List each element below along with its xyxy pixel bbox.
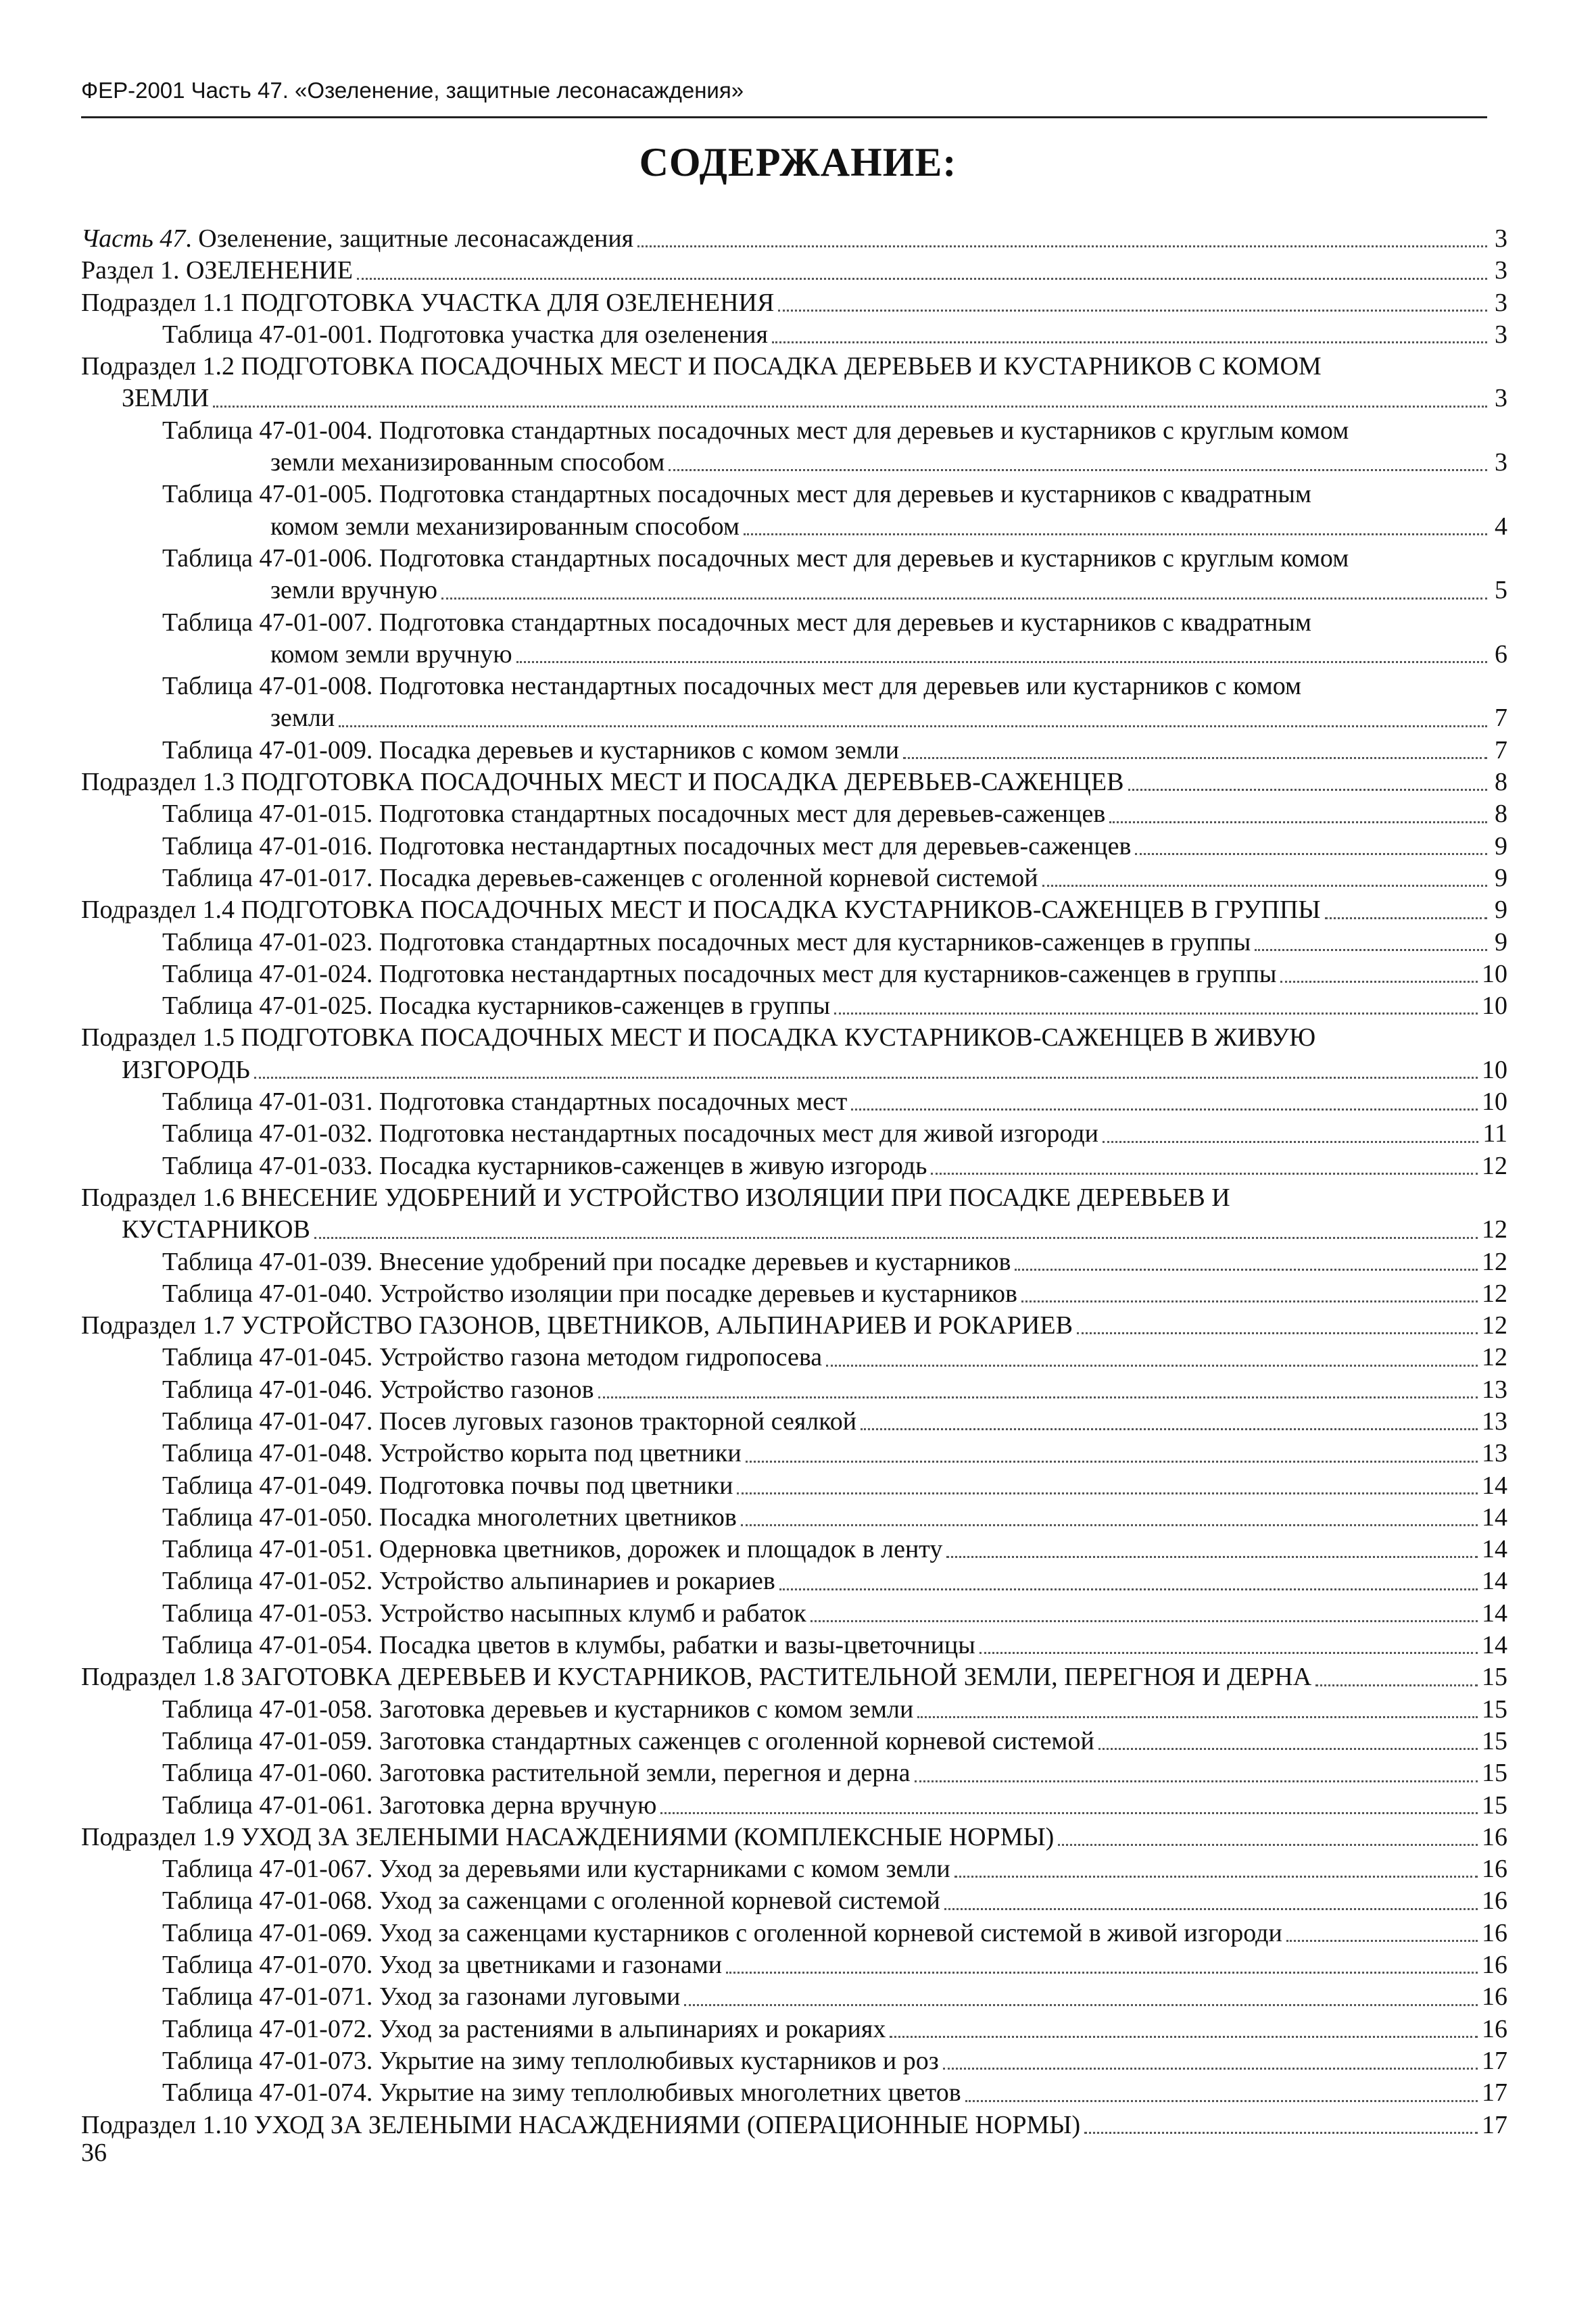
dot-leader — [779, 1588, 1478, 1590]
toc-entry-text: земли механизированным способом — [270, 448, 665, 477]
toc-page-number: 17 — [1482, 2078, 1507, 2107]
dot-leader — [660, 1812, 1478, 1814]
toc-page-number: 3 — [1495, 256, 1507, 285]
dot-leader — [861, 1428, 1478, 1430]
toc-entry[interactable] — [81, 1790, 1507, 1822]
toc-entry[interactable] — [81, 1661, 1507, 1693]
toc-page-number: 8 — [1495, 800, 1507, 829]
toc-entry[interactable] — [81, 1822, 1507, 1853]
toc-entry[interactable] — [81, 1374, 1507, 1406]
toc-page-number: 15 — [1482, 1790, 1507, 1820]
dot-leader — [834, 1013, 1478, 1015]
toc-entry-text: Таблица 47-01-009. Посадка деревьев и кустарников с комом земли — [162, 735, 900, 764]
toc-entry-text: Таблица 47-01-073. Укрытие на зиму теплолюбивых кустарников и роз — [162, 2046, 939, 2075]
dot-leader — [1103, 1141, 1478, 1143]
toc-entry[interactable] — [81, 1694, 1507, 1726]
toc-entry-line1[interactable]: Таблица 47-01-005. Подготовка стандартных посадочных мест для деревьев и кустарников с квадратным — [162, 480, 1311, 509]
toc-page-number: 7 — [1495, 735, 1507, 764]
toc-entry-text: земли — [270, 704, 335, 733]
toc-entry[interactable] — [81, 1918, 1507, 1949]
toc-entry-line1[interactable]: Подраздел 1.6 ВНЕСЕНИЕ УДОБРЕНИЙ И УСТРОЙСТВО ИЗОЛЯЦИИ ПРИ ПОСАДКЕ ДЕРЕВЬЕВ И — [81, 1183, 1230, 1212]
toc-entry[interactable] — [81, 1630, 1507, 1661]
dot-leader — [890, 2036, 1478, 2038]
toc-entry-text: комом земли механизированным способом — [270, 512, 740, 541]
dot-leader — [954, 1876, 1478, 1878]
page-number: 36 — [81, 2139, 107, 2167]
toc-entry-text: ИЗГОРОДЬ — [122, 1055, 250, 1084]
toc-page-number: 16 — [1482, 1951, 1507, 1980]
dot-leader — [1255, 949, 1487, 951]
dot-leader — [213, 406, 1487, 408]
toc-entry[interactable] — [81, 1853, 1507, 1885]
toc-page-number: 14 — [1482, 1535, 1507, 1564]
dot-leader — [441, 598, 1487, 600]
toc-entry-text: Таблица 47-01-031. Подготовка стандартных посадочных мест — [162, 1088, 848, 1117]
toc-entry-line1[interactable]: Таблица 47-01-006. Подготовка стандартных посадочных мест для деревьев и кустарников с круглым комом — [162, 543, 1349, 572]
toc-entry-text: земли вручную — [270, 576, 437, 605]
dot-leader — [1325, 917, 1487, 919]
dot-leader — [903, 757, 1487, 759]
toc-page-number: 10 — [1482, 959, 1507, 988]
toc-entry[interactable] — [81, 735, 1507, 766]
toc-page-number: 6 — [1495, 639, 1507, 668]
toc-page-number: 14 — [1482, 1503, 1507, 1532]
dot-leader — [851, 1108, 1478, 1111]
toc-entry-text: Таблица 47-01-024. Подготовка нестандартных посадочных мест для кустарников-саженцев в группы — [162, 959, 1277, 988]
toc-entry[interactable] — [81, 319, 1507, 351]
toc-page-number: 15 — [1482, 1663, 1507, 1692]
toc-entry-text: Таблица 47-01-070. Уход за цветниками и газонами — [162, 1951, 723, 1980]
toc-entry[interactable] — [81, 1949, 1507, 1981]
toc-page-number: 12 — [1482, 1247, 1507, 1276]
dot-leader — [741, 1524, 1478, 1526]
dot-leader — [314, 1237, 1478, 1239]
dot-leader — [637, 245, 1487, 247]
toc-entry-text: КУСТАРНИКОВ — [122, 1215, 310, 1244]
toc-page-number: 10 — [1482, 1088, 1507, 1117]
dot-leader — [598, 1396, 1478, 1398]
toc-entry[interactable] — [81, 1885, 1507, 1917]
toc-entry[interactable] — [81, 1214, 1507, 1246]
dot-leader — [1042, 885, 1487, 887]
toc-entry[interactable] — [81, 1534, 1507, 1565]
toc-entry-text: Подраздел 1.8 ЗАГОТОВКА ДЕРЕВЬЕВ И КУСТАРНИКОВ, РАСТИТЕЛЬНОЙ ЗЕМЛИ, ПЕРЕГНОЯ И ДЕРНА — [81, 1663, 1312, 1692]
toc-entry-text: Таблица 47-01-039. Внесение удобрений при посадке деревьев и кустарников — [162, 1247, 1011, 1276]
toc-page-number: 9 — [1495, 896, 1507, 925]
toc-page-number: 15 — [1482, 1695, 1507, 1724]
toc-entry[interactable] — [81, 990, 1507, 1022]
toc-page-number: 9 — [1495, 831, 1507, 860]
toc-page-number: 12 — [1482, 1151, 1507, 1180]
toc-entry-text: Таблица 47-01-023. Подготовка стандартных посадочных мест для кустарников-саженцев в группы — [162, 927, 1251, 956]
toc-entry[interactable] — [81, 1086, 1507, 1118]
toc-page-number: 3 — [1495, 320, 1507, 349]
dot-leader — [1286, 1940, 1478, 1942]
dot-leader — [516, 661, 1487, 663]
dot-leader — [826, 1365, 1478, 1367]
dot-leader — [778, 310, 1487, 312]
toc-entry[interactable] — [81, 223, 1507, 255]
toc-page-number: 16 — [1482, 2014, 1507, 2043]
toc-page-number: 14 — [1482, 1599, 1507, 1628]
toc-entry-text: Таблица 47-01-060. Заготовка растительной земли, перегноя и дерна — [162, 1759, 911, 1788]
toc-entry-text: Таблица 47-01-059. Заготовка стандартных саженцев с оголенной корневой системой — [162, 1726, 1094, 1755]
toc-entry-text: Таблица 47-01-001. Подготовка участка для озеленения — [162, 320, 768, 349]
toc-entry[interactable] — [81, 383, 1507, 414]
toc-entry-text: Подраздел 1.1 ПОДГОТОВКА УЧАСТКА ДЛЯ ОЗЕЛЕНЕНИЯ — [81, 288, 775, 317]
toc-entry-text: Таблица 47-01-052. Устройство альпинариев и рокариев — [162, 1567, 775, 1596]
toc-entry[interactable] — [81, 2045, 1507, 2077]
dot-leader — [1109, 821, 1487, 823]
running-header: ФЕР-2001 Часть 47. «Озеленение, защитные лесонасаждения» — [81, 78, 744, 103]
toc-entry-text: Таблица 47-01-032. Подготовка нестандартных посадочных мест для живой изгороди — [162, 1119, 1098, 1148]
toc-entry-text: комом земли вручную — [270, 639, 512, 668]
toc-entry-line1[interactable]: Таблица 47-01-004. Подготовка стандартных посадочных мест для деревьев и кустарников с круглым комом — [162, 416, 1349, 445]
toc-entry-text: Таблица 47-01-069. Уход за саженцами кустарников с оголенной корневой системой в живой изгороди — [162, 1918, 1282, 1947]
dot-leader — [357, 278, 1487, 280]
toc-page-number: 12 — [1482, 1279, 1507, 1308]
toc-page-number: 12 — [1482, 1311, 1507, 1340]
toc-page-number: 9 — [1495, 927, 1507, 956]
dot-leader — [917, 1716, 1478, 1718]
toc-entry-text: Таблица 47-01-068. Уход за саженцами с оголенной корневой системой — [162, 1886, 940, 1916]
toc-entry[interactable] — [81, 831, 1507, 862]
dot-leader — [339, 725, 1487, 727]
toc-entry-text: Подраздел 1.7 УСТРОЙСТВО ГАЗОНОВ, ЦВЕТНИКОВ, АЛЬПИНАРИЕВ И РОКАРИЕВ — [81, 1311, 1073, 1340]
toc-entry[interactable] — [81, 1981, 1507, 2013]
toc-page-number: 10 — [1482, 1055, 1507, 1084]
toc-entry-text: Таблица 47-01-047. Посев луговых газонов тракторной сеялкой — [162, 1407, 857, 1436]
toc-entry[interactable] — [81, 1726, 1507, 1757]
toc-part-label: Часть 47 — [81, 224, 186, 253]
dot-leader — [737, 1492, 1478, 1494]
toc-entry-text: Таблица 47-01-061. Заготовка дерна вручную — [162, 1790, 657, 1820]
toc-entry-text: Таблица 47-01-048. Устройство корыта под цветники — [162, 1439, 742, 1468]
toc-entry[interactable] — [81, 2014, 1507, 2045]
toc-entry[interactable] — [81, 1342, 1507, 1373]
toc-entry-text: Подраздел 1.9 УХОД ЗА ЗЕЛЕНЫМИ НАСАЖДЕНИЯМИ (КОМПЛЕКСНЫЕ НОРМЫ) — [81, 1822, 1055, 1851]
dot-leader — [1058, 1844, 1478, 1846]
toc-page-number: 3 — [1495, 224, 1507, 253]
toc-entry-line1[interactable]: Таблица 47-01-007. Подготовка стандартных посадочных мест для деревьев и кустарников с квадратным — [162, 608, 1311, 637]
toc-entry-text: Таблица 47-01-053. Устройство насыпных клумб и рабаток — [162, 1599, 806, 1628]
toc-entry[interactable] — [81, 575, 1507, 606]
toc-entry[interactable] — [81, 1470, 1507, 1502]
dot-leader — [1280, 981, 1478, 983]
toc-page-number: 3 — [1495, 384, 1507, 413]
dot-leader — [1084, 2132, 1478, 2134]
toc-entry[interactable] — [81, 1502, 1507, 1534]
toc-entry[interactable] — [81, 2077, 1507, 2109]
toc-page-number: 10 — [1482, 992, 1507, 1021]
page-title: СОДЕРЖАНИЕ: — [639, 140, 957, 185]
toc-page-number: 17 — [1482, 2110, 1507, 2139]
toc-entry-text: Таблица 47-01-074. Укрытие на зиму теплолюбивых многолетних цветов — [162, 2078, 961, 2107]
toc-page-number: 5 — [1495, 576, 1507, 605]
toc-entry-text: Подраздел 1.4 ПОДГОТОВКА ПОСАДОЧНЫХ МЕСТ И ПОСАДКА КУСТАРНИКОВ-САЖЕНЦЕВ В ГРУППЫ — [81, 896, 1321, 925]
toc-entry[interactable] — [81, 1565, 1507, 1597]
toc-page-number: 16 — [1482, 1855, 1507, 1884]
dot-leader — [943, 2068, 1478, 2070]
dot-leader — [669, 469, 1487, 471]
toc-page-number: 13 — [1482, 1375, 1507, 1404]
toc-entry[interactable] — [81, 1598, 1507, 1630]
dot-leader — [811, 1620, 1478, 1622]
toc-entry-text: Подраздел 1.3 ПОДГОТОВКА ПОСАДОЧНЫХ МЕСТ И ПОСАДКА ДЕРЕВЬЕВ-САЖЕНЦЕВ — [81, 768, 1124, 797]
toc-entry-text: Таблица 47-01-025. Посадка кустарников-саженцев в группы — [162, 992, 831, 1021]
toc-entry[interactable] — [81, 639, 1507, 671]
dot-leader — [726, 1972, 1478, 1974]
dot-leader — [684, 2004, 1478, 2006]
toc-entry-line1[interactable]: Подраздел 1.2 ПОДГОТОВКА ПОСАДОЧНЫХ МЕСТ И ПОСАДКА ДЕРЕВЬЕВ И КУСТАРНИКОВ С КОМОМ — [81, 352, 1322, 381]
toc-entry-text: Таблица 47-01-050. Посадка многолетних цветников — [162, 1503, 737, 1532]
dot-leader — [946, 1556, 1478, 1558]
dot-leader — [1021, 1300, 1478, 1302]
toc-entry[interactable] — [81, 1118, 1507, 1150]
toc-page-number: 8 — [1495, 768, 1507, 797]
dot-leader — [965, 2100, 1478, 2102]
toc-entry-text: Подраздел 1.10 УХОД ЗА ЗЕЛЕНЫМИ НАСАЖДЕНИЯМИ (ОПЕРАЦИОННЫЕ НОРМЫ) — [81, 2110, 1081, 2139]
toc-page-number: 9 — [1495, 863, 1507, 892]
toc-entry-line1[interactable]: Таблица 47-01-008. Подготовка нестандартных посадочных мест для деревьев или кустарников с комом — [162, 672, 1302, 701]
dot-leader — [772, 341, 1487, 343]
toc-page-number: 12 — [1482, 1215, 1507, 1244]
toc-entry[interactable] — [81, 447, 1507, 479]
toc-entry-text: Таблица 47-01-051. Одерновка цветников, дорожек и площадок в ленту — [162, 1535, 943, 1564]
dot-leader — [1315, 1684, 1478, 1686]
table-of-contents — [81, 223, 1507, 2141]
toc-page-number: 16 — [1482, 1918, 1507, 1947]
toc-entry[interactable] — [81, 255, 1507, 287]
toc-entry[interactable] — [81, 1757, 1507, 1789]
toc-entry[interactable] — [81, 894, 1507, 926]
toc-page-number: 12 — [1482, 1343, 1507, 1372]
toc-entry-text: Таблица 47-01-016. Подготовка нестандартных посадочных мест для деревьев-саженцев — [162, 831, 1132, 860]
toc-page-number: 13 — [1482, 1407, 1507, 1436]
toc-entry[interactable] — [81, 958, 1507, 990]
toc-entry-text: . Озеленение, защитные лесонасаждения — [185, 224, 634, 253]
toc-page-number: 3 — [1495, 448, 1507, 477]
dot-leader — [1015, 1269, 1478, 1271]
toc-entry[interactable] — [81, 2110, 1507, 2141]
toc-page-number: 16 — [1482, 1822, 1507, 1851]
toc-entry[interactable] — [81, 1054, 1507, 1086]
toc-entry-text: Таблица 47-01-054. Посадка цветов в клумбы, рабатки и вазы-цветочницы — [162, 1631, 975, 1660]
toc-entry-text: Таблица 47-01-015. Подготовка стандартных посадочных мест для деревьев-саженцев — [162, 800, 1106, 829]
dot-leader — [746, 1461, 1478, 1463]
toc-entry[interactable] — [81, 702, 1507, 734]
toc-entry-text: Таблица 47-01-046. Устройство газонов — [162, 1375, 594, 1404]
toc-page-number: 11 — [1482, 1119, 1507, 1148]
dot-leader — [254, 1077, 1478, 1079]
toc-entry[interactable] — [81, 1310, 1507, 1342]
toc-page-number: 14 — [1482, 1567, 1507, 1596]
toc-entry-text: Таблица 47-01-040. Устройство изоляции при посадке деревьев и кустарников — [162, 1279, 1017, 1308]
toc-page-number: 13 — [1482, 1439, 1507, 1468]
toc-page-number: 3 — [1495, 288, 1507, 317]
toc-page-number: 7 — [1495, 704, 1507, 733]
toc-entry-text: Таблица 47-01-049. Подготовка почвы под цветники — [162, 1471, 733, 1500]
toc-entry[interactable] — [81, 511, 1507, 543]
toc-entry[interactable] — [81, 1406, 1507, 1438]
toc-entry-text: Таблица 47-01-017. Посадка деревьев-саженцев с оголенной корневой системой — [162, 863, 1038, 892]
toc-entry[interactable] — [81, 862, 1507, 894]
toc-entry-text: Таблица 47-01-067. Уход за деревьями или кустарниками с комом земли — [162, 1855, 950, 1884]
dot-leader — [1077, 1332, 1478, 1334]
toc-page-number: 14 — [1482, 1471, 1507, 1500]
toc-page-number: 16 — [1482, 1982, 1507, 2012]
toc-page-number: 4 — [1495, 512, 1507, 541]
toc-page-number: 14 — [1482, 1631, 1507, 1660]
toc-page-number: 16 — [1482, 1886, 1507, 1916]
toc-entry-text: Таблица 47-01-033. Посадка кустарников-саженцев в живую изгородь — [162, 1151, 927, 1180]
toc-entry-text: Таблица 47-01-058. Заготовка деревьев и кустарников с комом земли — [162, 1695, 914, 1724]
toc-entry-text: Таблица 47-01-071. Уход за газонами луговыми — [162, 1982, 681, 2012]
toc-entry-text: Раздел 1. ОЗЕЛЕНЕНИЕ — [81, 256, 353, 285]
header-rule — [81, 116, 1487, 118]
toc-entry[interactable] — [81, 287, 1507, 319]
toc-page-number: 15 — [1482, 1726, 1507, 1755]
dot-leader — [931, 1173, 1478, 1175]
toc-page-number: 15 — [1482, 1759, 1507, 1788]
dot-leader — [944, 1908, 1478, 1910]
toc-entry-text: ЗЕМЛИ — [122, 384, 210, 413]
toc-entry[interactable] — [81, 798, 1507, 830]
toc-entry[interactable] — [81, 1246, 1507, 1278]
dot-leader — [980, 1652, 1478, 1654]
toc-page-number: 17 — [1482, 2046, 1507, 2075]
dot-leader — [744, 533, 1487, 535]
dot-leader — [915, 1780, 1478, 1782]
toc-entry-text: Таблица 47-01-072. Уход за растениями в альпинариях и рокариях — [162, 2014, 886, 2043]
dot-leader — [1098, 1748, 1478, 1750]
toc-entry[interactable] — [81, 1278, 1507, 1310]
dot-leader — [1135, 853, 1487, 855]
toc-entry[interactable] — [81, 927, 1507, 958]
toc-entry-text: Таблица 47-01-045. Устройство газона методом гидропосева — [162, 1343, 823, 1372]
toc-entry-line1[interactable]: Подраздел 1.5 ПОДГОТОВКА ПОСАДОЧНЫХ МЕСТ И ПОСАДКА КУСТАРНИКОВ-САЖЕНЦЕВ В ЖИВУЮ — [81, 1023, 1316, 1052]
toc-entry[interactable] — [81, 766, 1507, 798]
dot-leader — [1128, 789, 1488, 791]
toc-entry[interactable] — [81, 1438, 1507, 1469]
toc-entry[interactable] — [81, 1150, 1507, 1182]
